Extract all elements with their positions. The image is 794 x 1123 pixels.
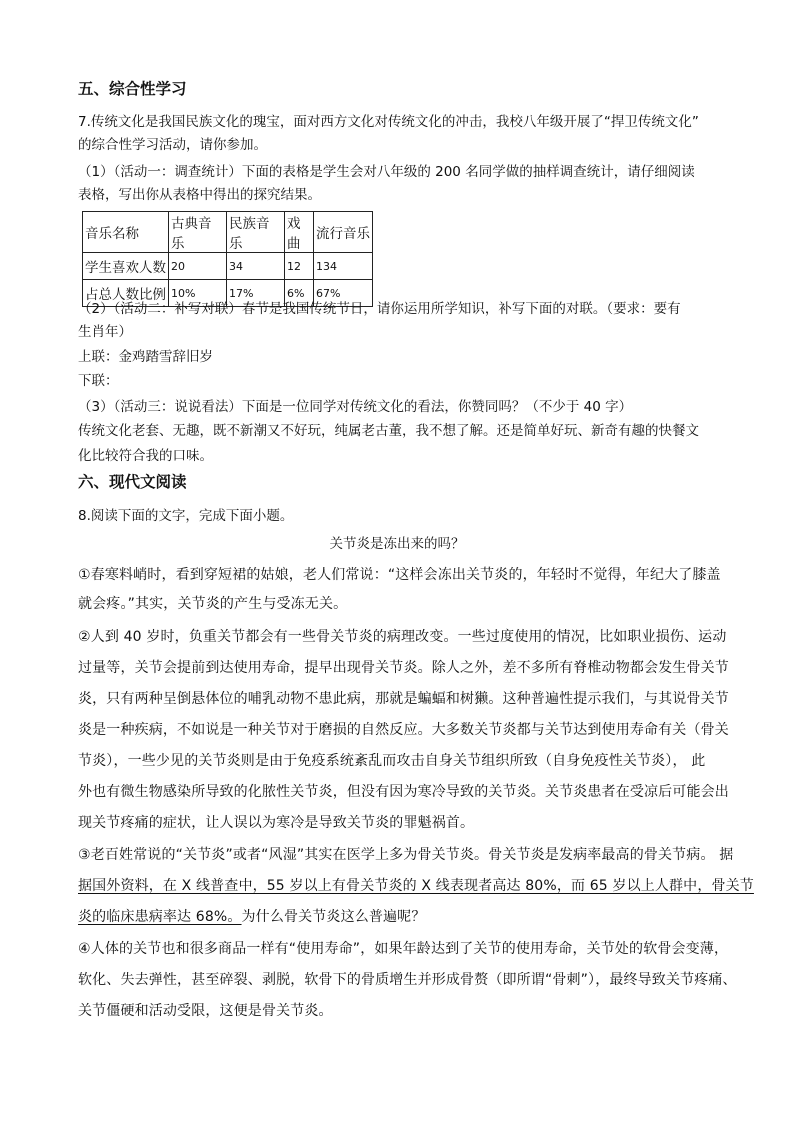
table-cell: 20 (169, 253, 227, 280)
activity-3-prompt: （3）（活动三：说说看法）下面是一位同学对传统文化的看法，你赞同吗？（不少于 40 字） (78, 399, 633, 415)
table-header-cell: 流行音乐 (314, 212, 373, 253)
paragraph-4-line: ④人体的关节也和很多商品一样有“使用寿命”，如果年龄达到了关节的使用寿命，关节处的软骨会变薄， (78, 941, 729, 957)
section-heading-modern-reading: 六、现代文阅读 (78, 473, 187, 491)
activity-1-prompt-cont: 表格，写出你从表格中得出的探究结果。 (78, 187, 321, 203)
activity-2-prompt-cont: 生肖年） (78, 324, 132, 340)
table-header-cell: 古典音乐 (169, 212, 227, 253)
activity-1-prompt: （1）（活动一：调查统计）下面的表格是学生会对八年级的 200 名同学做的抽样调查统计，请仔细阅读 (78, 164, 695, 180)
paragraph-1-line: ①春寒料峭时，看到穿短裙的姑娘，老人们常说：“这样会冻出关节炎的，年轻时不觉得，年纪大了膝盖 (78, 567, 721, 583)
paragraph-3-line (78, 908, 425, 926)
table-row (83, 253, 373, 280)
couplet-lower: 下联： (78, 373, 119, 389)
activity-3-quote-cont: 化比较符合我的口味。 (78, 448, 213, 464)
paragraph-1-line: 就会疼。”其实，关节炎的产生与受冻无关。 (78, 596, 348, 612)
table-cell: 占总人数比例 (83, 280, 169, 307)
table-cell: 10% (169, 280, 227, 307)
paragraph-3-text: 为什么骨关节炎这么普遍呢？ (241, 909, 426, 925)
paragraph-3-underlined-line: 据国外资料，在 X 线普查中，55 岁以上有骨关节炎的 X 线表现者高达 80%，而 65 岁以上人群中，骨关节 (78, 878, 754, 894)
paragraph-2-line: 炎，只有两种呈倒悬体位的哺乳动物不患此病，那就是蝙蝠和树獭。这种普遍性提示我们，与其说骨关节 (78, 691, 729, 707)
paragraph-4-line: 软化、失去弹性，甚至碎裂、剥脱，软骨下的骨质增生并形成骨赘（即所谓“骨刺”），最终导致关节疼痛、 (78, 972, 737, 988)
question-7-text: 7.传统文化是我国民族文化的瑰宝，面对西方文化对传统文化的冲击，我校八年级开展了“捍卫传统文化” (78, 114, 699, 130)
paragraph-2-line: 现关节疼痛的症状，让人误以为寒冷是导致关节炎的罪魁祸首。 (78, 815, 475, 831)
table-cell: 12 (285, 253, 314, 280)
paragraph-2-line: 外也有微生物感染所导致的化脓性关节炎，但没有因为寒冷导致的关节炎。关节炎患者在受凉后可能会出 (78, 784, 729, 800)
article-title: 关节炎是冻出来的吗？ (329, 536, 465, 552)
activity-2-prompt: （2）（活动二：补写对联）春节是我国传统节日，请你运用所学知识，补写下面的对联。（要求：要有 (78, 301, 681, 317)
table-header-cell: 民族音乐 (227, 212, 285, 253)
couplet-upper: 上联：金鸡踏雪辞旧岁 (78, 349, 213, 365)
table-header-cell: 戏曲 (285, 212, 314, 253)
question-8-text: 8.阅读下面的文字，完成下面小题。 (78, 508, 294, 524)
paragraph-3-underlined-text: 炎的临床患病率达 68%。 (78, 909, 242, 925)
question-7-text-cont: 的综合性学习活动，请你参加。 (78, 137, 267, 153)
paragraph-2-line: 过量等，关节会提前到达使用寿命，提早出现骨关节炎。除人之外，差不多所有脊椎动物都会发生骨关节 (78, 660, 729, 676)
table-cell: 67% (314, 280, 373, 307)
table-cell: 17% (227, 280, 285, 307)
paragraph-2-line: ②人到 40 岁时，负重关节都会有一些骨关节炎的病理改变。一些过度使用的情况，比如职业损伤、运动 (78, 629, 727, 645)
table-header-row (83, 212, 373, 253)
activity-3-quote: 传统文化老套、无趣，既不新潮又不好玩，纯属老古董，我不想了解。还是简单好玩、新奇有趣的快餐文 (78, 423, 699, 439)
survey-table (82, 211, 373, 307)
section-heading-comprehensive-learning: 五、综合性学习 (78, 80, 187, 98)
table-cell: 134 (314, 253, 373, 280)
table-cell: 34 (227, 253, 285, 280)
paragraph-3-line: ③老百姓常说的“关节炎”或者“风湿”其实在医学上多为骨关节炎。骨关节炎是发病率最高的骨关节病。 据 (78, 847, 734, 863)
paragraph-2-line: 炎是一种疾病，不如说是一种关节对于磨损的自然反应。大多数关节炎都与关节达到使用寿命有关（骨关 (78, 722, 729, 738)
paragraph-4-line: 关节僵硬和活动受限，这便是骨关节炎。 (78, 1003, 333, 1019)
table-cell: 6% (285, 280, 314, 307)
table-cell: 学生喜欢人数 (83, 253, 169, 280)
table-header-cell: 音乐名称 (83, 212, 169, 253)
paragraph-2-line: 节炎），一些少见的关节炎则是由于免疫系统紊乱而攻击自身关节组织所致（自身免疫性关节炎）， 此 (78, 753, 706, 769)
